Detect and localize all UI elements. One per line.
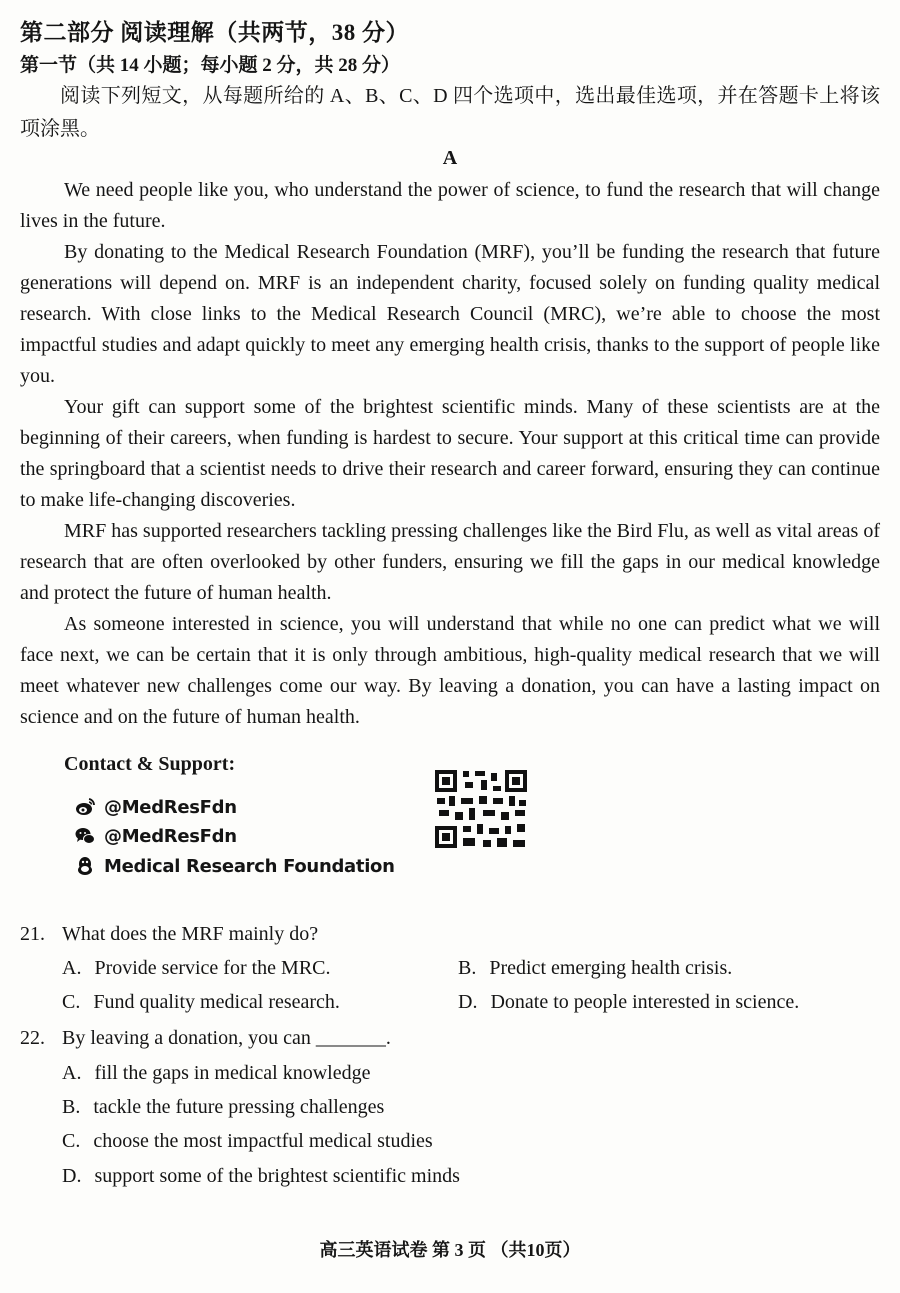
question-stem: By leaving a donation, you can _______. [62,1027,391,1049]
q22-option-d [62,1165,460,1188]
question-stem: What does the MRF mainly do? [62,923,319,945]
option-letter: A. [62,1062,82,1084]
passage-paragraph: As someone interested in science, you will understand that while no one can predict what we will face next, we can be certain that it is only through ambitious, high-quality medical research that we will meet whatever new challenges come our way. By leaving a donation, you can have a lasting impact on science and on the future of human health. [20,613,880,728]
option-text: Provide service for the MRC. [94,957,331,979]
passage-paragraph: By donating to the Medical Research Foundation (MRF), you’ll be funding the research that future generations will depend on. MRF is an independent charity, focused solely on funding quality medical research. With close links to the Medical Research Council (MRC), we’re able to choose the most impactful studies and adapt quickly to meet any emerging health crisis, thanks to the support of people like you. [20,241,880,387]
q21-option-b [458,957,732,980]
option-text: Donate to people interested in science. [490,991,800,1013]
option-text: Predict emerging health crisis. [489,957,733,979]
contact-weibo [74,796,237,818]
option-text: Fund quality medical research. [93,991,340,1013]
question-21 [20,923,318,946]
q22-option-a [62,1062,371,1085]
option-letter: C. [62,1130,81,1152]
instructions: 阅读下列短文，从每题所给的 A、B、C、D 四个选项中，选出最佳选项，并在答题卡上将该项涂黑。 [20,85,880,140]
option-letter: D. [458,991,478,1013]
option-letter: B. [458,957,477,979]
part-title: 第二部分 阅读理解（共两节，38 分） [20,20,409,45]
contact-text: Medical Research Foundation [104,855,395,877]
q22-option-b [62,1096,384,1119]
question-22 [20,1027,391,1050]
qr-code-icon [433,768,529,850]
option-letter: B. [62,1096,81,1118]
option-text: tackle the future pressing challenges [93,1096,385,1118]
option-letter: A. [62,957,82,979]
passage-paragraph: Your gift can support some of the brightest scientific minds. Many of these scientists are at the beginning of their careers, when funding is hardest to secure. Your support at this critical time can provide the springboard that a scientist needs to drive their research and career forward, ensuring they can continue to make life-changing discoveries. [20,396,880,511]
penguin-icon [74,855,96,877]
contact-heading: Contact & Support: [64,753,236,775]
question-number: 21. [20,923,45,945]
q21-option-d [458,991,799,1014]
section-title: 第一节（共 14 小题；每小题 2 分，共 28 分） [20,55,401,76]
option-text: fill the gaps in medical knowledge [94,1062,371,1084]
option-letter: C. [62,991,81,1013]
passage-label: A [442,147,458,169]
q21-option-a [62,957,331,980]
passage-paragraph: MRF has supported researchers tackling pressing challenges like the Bird Flu, as well as vital areas of research that are often overlooked by other funders, ensuring we fill the gaps in our medical knowledge and protect the future of human health. [20,520,880,604]
q22-option-c [62,1130,433,1153]
contact-wechat [74,825,237,847]
wechat-icon [74,825,96,847]
passage-paragraph: We need people like you, who understand the power of science, to fund the research that will change lives in the future. [20,179,880,232]
passage-body [20,175,880,733]
contact-text: @MedResFdn [104,825,237,847]
page-footer: 高三英语试卷 第 3 页 （共10页） [319,1240,581,1260]
contact-text: @MedResFdn [104,796,237,818]
option-letter: D. [62,1165,82,1187]
question-number: 22. [20,1027,45,1049]
q21-option-c [62,991,340,1014]
option-text: support some of the brightest scientific minds [94,1165,460,1187]
weibo-icon [74,796,96,818]
option-text: choose the most impactful medical studies [93,1130,433,1152]
contact-qq [74,855,395,877]
